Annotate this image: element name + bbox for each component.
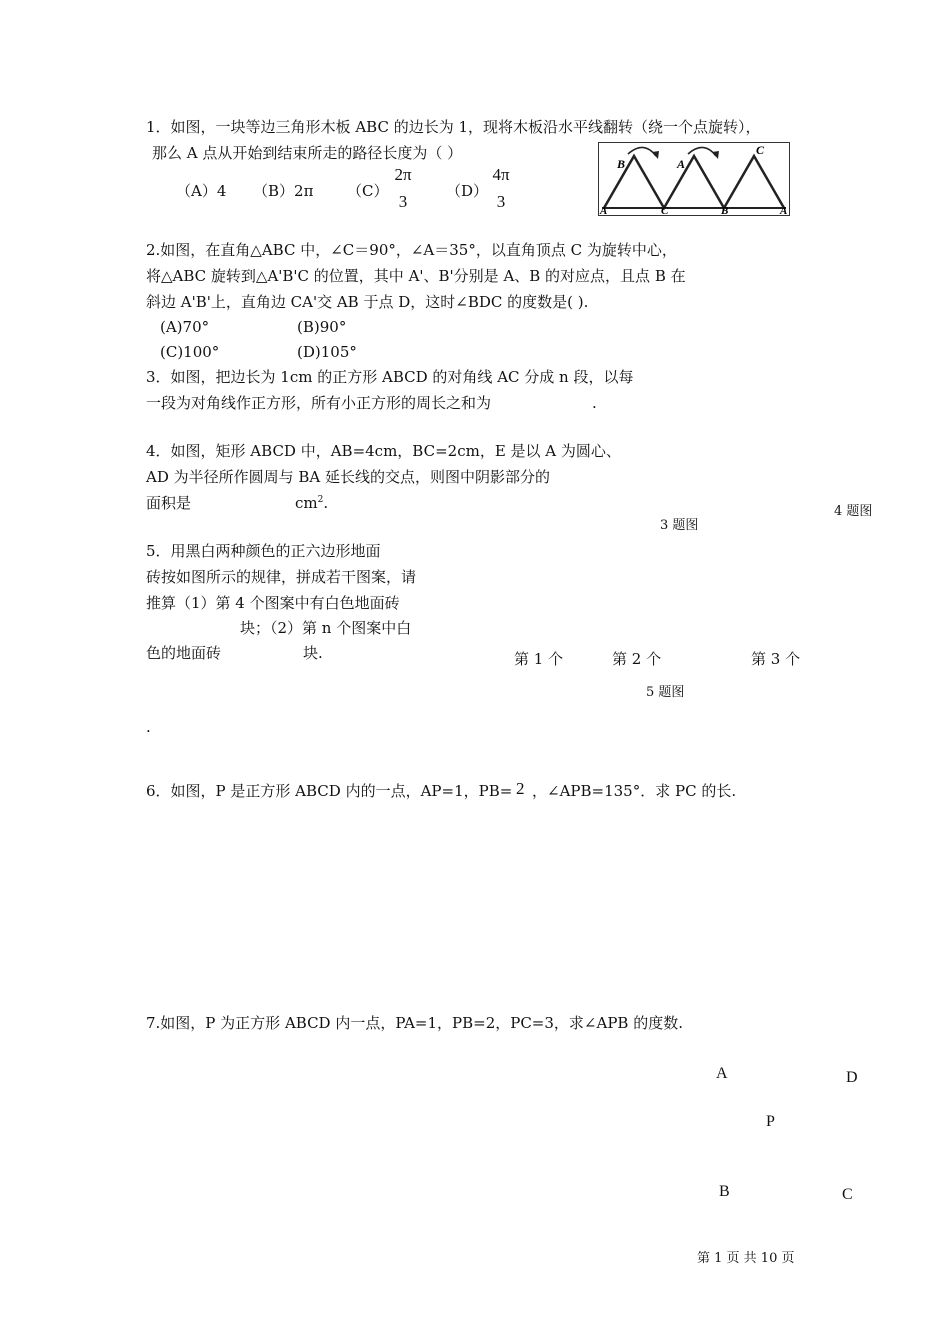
q1-fraction-d [486,166,516,210]
q1-fig-label-b1: B [617,157,626,171]
page-footer: 第 1 页 共 10 页 [697,1251,795,1266]
q2-option-d: (D)105° [297,343,357,361]
q2-line2: 将△ABC 旋转到△A'B'C 的位置，其中 A'、B'分别是 A、B 的对应点，且点 B 在 [146,267,686,285]
q3-line1: 3．如图，把边长为 1cm 的正方形 ABCD 的对角线 AC 分成 n 段，以每 [146,368,634,386]
q6-pb-value: 2 [516,779,525,798]
q5-figure-caption: 5 题图 [646,685,685,700]
q6-text-end: ，∠APB=135°．求 PC 的长. [532,782,737,800]
q1-fig-label-c1: C [756,143,765,157]
q5-pattern-2-label: 第 2 个 [612,650,662,668]
q1-fig-label-a1: A [677,157,686,171]
q1-fig-label-b2: B [721,205,729,216]
q5-line1: 5．用黑白两种颜色的正六边形地面 [146,542,381,560]
q5-pattern-3-label: 第 3 个 [751,650,801,668]
q3-line2: 一段为对角线作正方形，所有小正方形的周长之和为 [146,394,492,412]
q1-figure [598,142,790,216]
q5-pattern-1-label: 第 1 个 [514,650,564,668]
q2-option-b: (B)90° [297,318,347,336]
q4-unit-text: cm [295,494,318,512]
q4-figure-caption: 4 题图 [834,504,873,519]
q1-fraction-c [388,166,418,210]
q1-option-a: （A）4 [176,182,227,200]
q1-fraction-d-numerator: 4π [492,165,510,184]
q7-label-p: P [766,1113,775,1130]
q1-triangles-zigzag [604,156,784,208]
q6-text-start: 6．如图，P 是正方形 ABCD 内的一点，AP=1，PB= [146,782,513,800]
q1-option-c: （C） [347,182,389,200]
q1-fraction-c-numerator: 2π [394,165,412,184]
q2-line3: 斜边 A'B'上，直角边 CA'交 AB 于点 D，这时∠BDC 的度数是( ). [146,293,589,311]
q4-end: . [323,494,329,512]
q1-line1: 1．如图，一块等边三角形木板 ABC 的边长为 1，现将木板沿水平线翻转（绕一个点旋转）， [146,118,761,136]
q1-line2: 那么 A 点从开始到结束所走的路径长度为（ ） [152,144,463,162]
q1-fig-label-c2: C [661,205,669,216]
q1-fraction-c-denominator: 3 [398,192,408,211]
q2-option-a: (A)70° [160,318,210,336]
q7-label-d: D [846,1069,858,1086]
q1-fig-label-a2: A [600,205,608,216]
q5-line5-start: 色的地面砖 [146,644,222,662]
q7-label-c: C [842,1186,853,1203]
q7-label-b: B [719,1183,730,1200]
q2-option-c: (C)100° [160,343,220,361]
q1-option-d: （D） [446,182,489,200]
q1-arc-2 [688,147,716,156]
q4-line1: 4．如图，矩形 ABCD 中，AB=4cm，BC=2cm，E 是以 A 为圆心、 [146,442,621,460]
q1-arc-2-arrow [712,151,719,159]
q3-figure-caption: 3 题图 [660,518,699,533]
q4-line3: 面积是 [146,494,192,512]
q1-fraction-d-denominator: 3 [496,192,506,211]
q2-line1: 2.如图，在直角△ABC 中，∠C＝90°，∠A＝35°，以直角顶点 C 为旋转中心， [146,241,677,259]
q1-fig-label-a3: A [780,205,788,216]
q7-text: 7.如图，P 为正方形 ABCD 内一点，PA=1，PB=2，PC=3，求∠APB 的度数. [146,1014,683,1032]
q1-option-b: （B）2π [253,182,314,200]
q1-arc-1 [628,147,656,156]
q5-line2: 砖按如图所示的规律，拼成若干图案，请 [146,568,417,586]
q4-unit [295,496,328,511]
q4-unit-superscript: 2 [317,495,324,505]
q5-line3: 推算（1）第 4 个图案中有白色地面砖 [146,594,400,612]
q5-line5-end: 块. [303,644,323,662]
q5-line4: 块；（2）第 n 个图案中白 [240,619,412,637]
q4-line2: AD 为半径所作圆周与 BA 延长线的交点，则图中阴影部分的 [146,468,551,486]
q7-label-a: A [716,1065,728,1082]
q5-trailing-dot: . [146,718,151,736]
q1-arc-1-arrow [652,151,659,159]
q3-line2-end: . [592,394,597,412]
